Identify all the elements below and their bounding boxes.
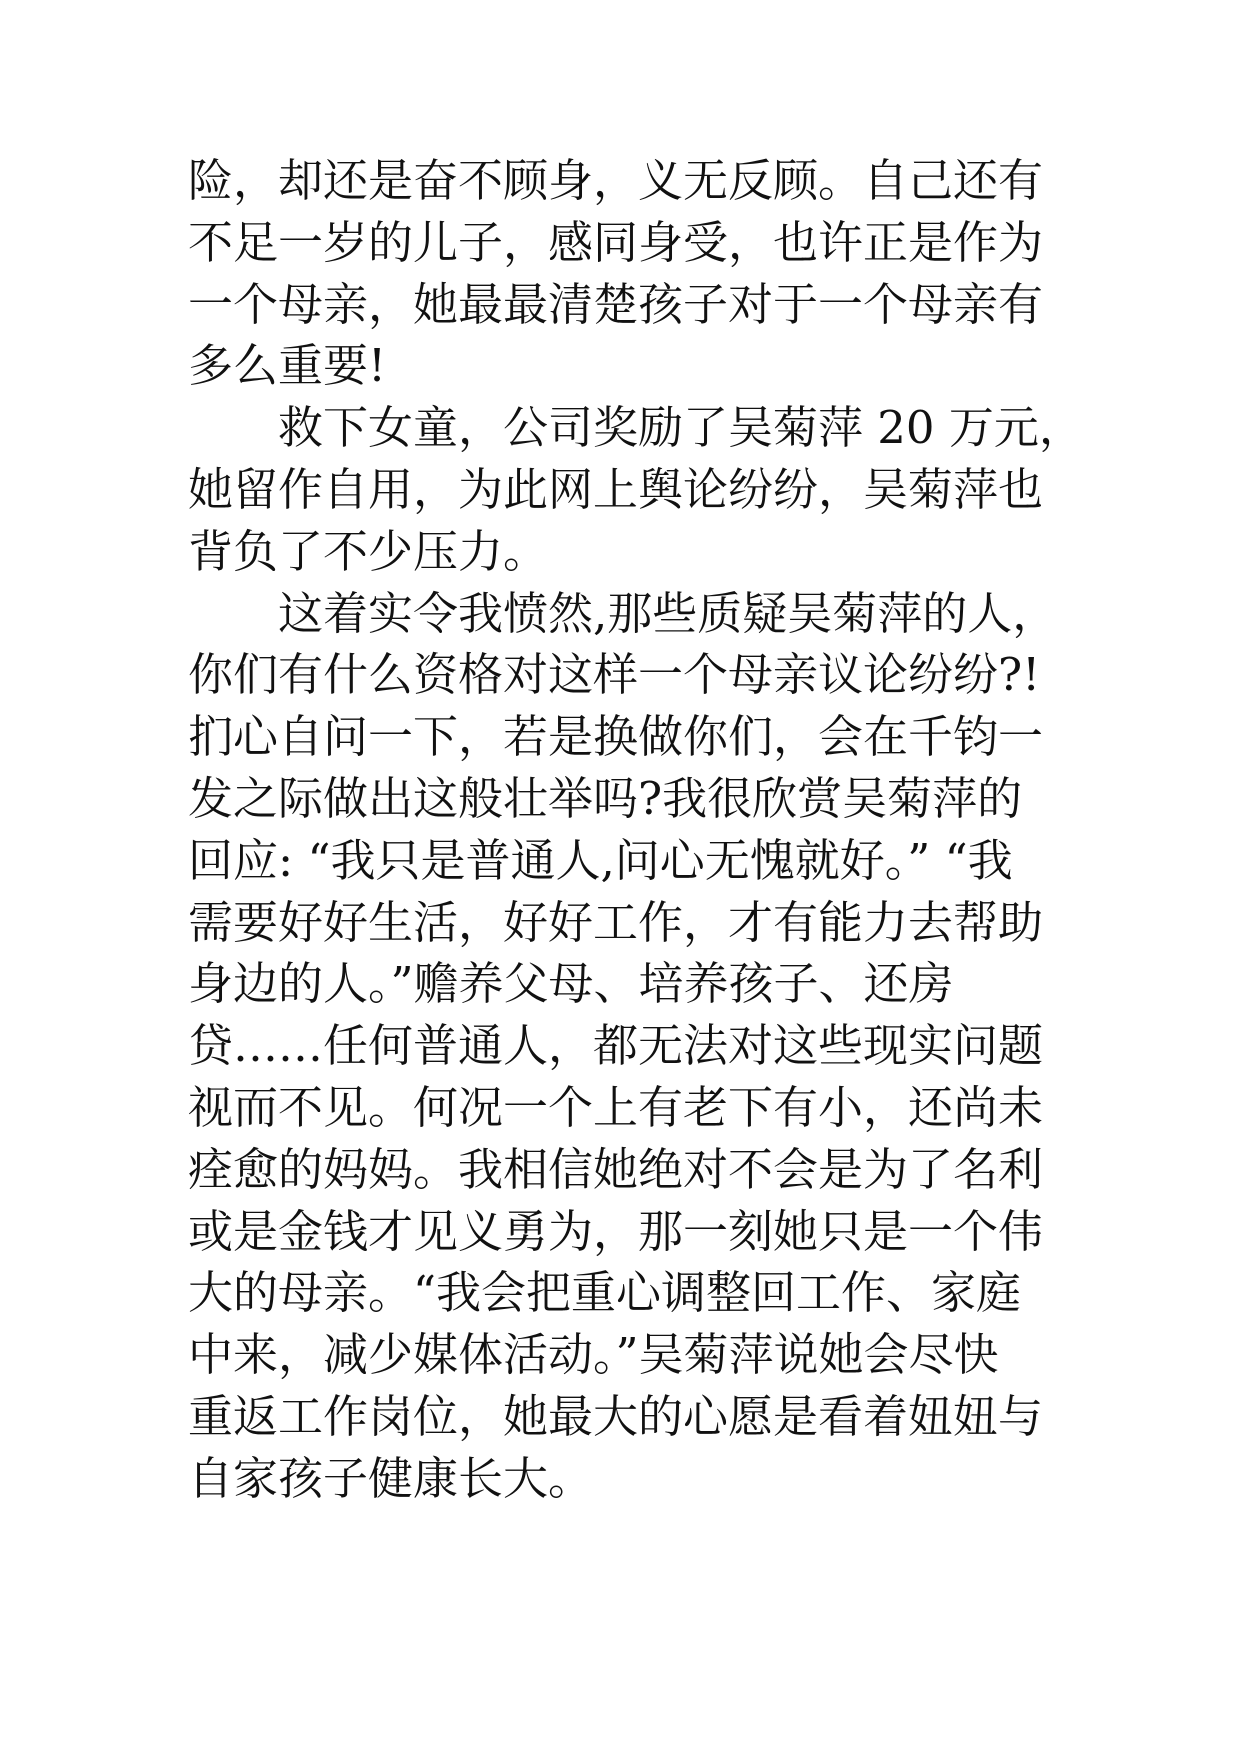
text-line: 痊愈的妈妈。我相信她绝对不会是为了名利 [188,1142,1044,1196]
text-line: 视而不见。何况一个上有老下有小，还尚未 [188,1080,1044,1134]
text-line: 需要好好生活，好好工作，才有能力去帮助 [188,895,1044,949]
text-line: 重返工作岗位，她最大的心愿是看着妞妞与 [188,1389,1044,1443]
text-line: 一个母亲，她最最清楚孩子对于一个母亲有 [188,277,1044,331]
text-line: 险，却还是奋不顾身，义无反顾。自己还有 [188,154,1044,207]
text-line: 回应: “我只是普通人,问心无愧就好。” “我 [188,833,1013,887]
text-line: 她留作自用，为此网上舆论纷纷，吴菊萍也 [188,462,1044,516]
text-line: 扪心自问一下，若是换做你们，会在千钧一 [188,710,1044,764]
text-line: 中来，减少媒体活动。”吴菊萍说她会尽快 [188,1328,999,1382]
text-line: 贷……任何普通人，都无法对这些现实问题 [188,1019,1044,1073]
text-line: 身边的人。”赡养父母、培养孩子、还房 [188,957,954,1011]
text-line: 多么重要! [188,339,387,393]
body-text [188,150,1084,1510]
text-line: 背负了不少压力。 [188,524,549,578]
paragraph-first-line: 救下女童，公司奖励了吴菊萍 20 万元， [278,401,1084,455]
text-line: 自家孩子健康长大。 [188,1451,594,1505]
text-line: 你们有什么资格对这样一个母亲议论纷纷?! [188,648,1041,702]
text-line: 不足一岁的儿子，感同身受，也许正是作为 [188,215,1044,269]
text-line: 或是金钱才见义勇为，那一刻她只是一个伟 [188,1204,1044,1258]
text-line: 发之际做出这般壮举吗?我很欣赏吴菊萍的 [188,771,1023,825]
text-line: 大的母亲。“我会把重心调整回工作、家庭 [188,1266,1022,1320]
paragraph-first-line: 这着实令我愤然,那些质疑吴菊萍的人， [278,586,1058,640]
